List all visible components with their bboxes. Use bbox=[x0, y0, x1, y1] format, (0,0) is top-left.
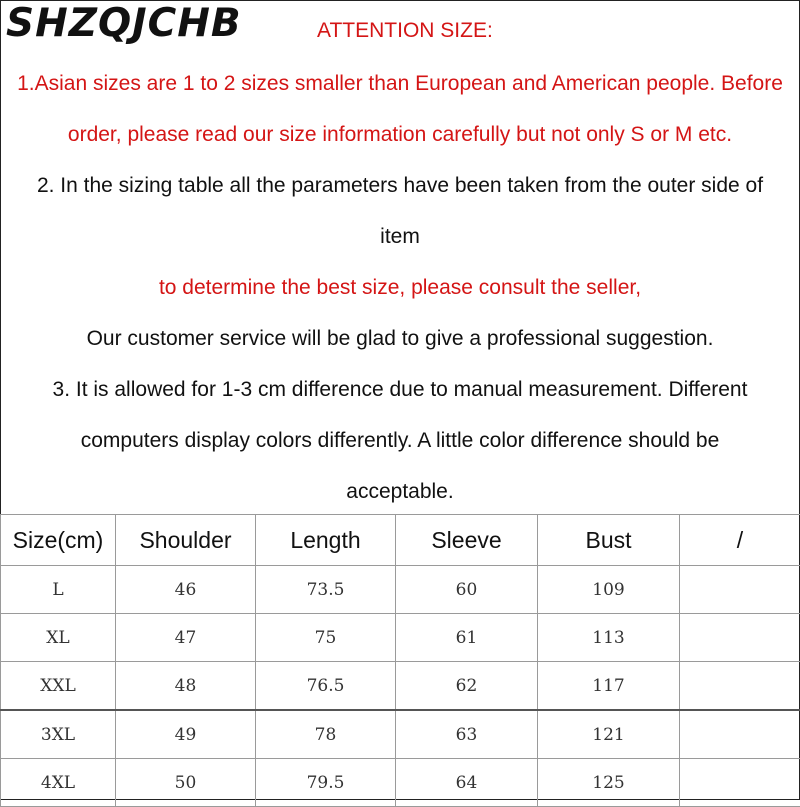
cell-shoulder: 48 bbox=[116, 662, 256, 711]
cell-extra bbox=[680, 759, 800, 807]
note-line: 3. It is allowed for 1-3 cm difference due to manual measurement. Different bbox=[0, 364, 800, 415]
attention-title: ATTENTION SIZE: bbox=[317, 16, 493, 46]
cell-shoulder: 46 bbox=[116, 566, 256, 614]
cell-sleeve: 60 bbox=[396, 566, 538, 614]
cell-bust: 117 bbox=[538, 662, 680, 711]
note-line: item bbox=[0, 211, 800, 262]
cell-shoulder: 47 bbox=[116, 614, 256, 662]
cell-sleeve: 62 bbox=[396, 662, 538, 711]
cell-extra bbox=[680, 614, 800, 662]
cell-length: 76.5 bbox=[256, 662, 396, 711]
note-line: 2. In the sizing table all the parameters have been taken from the outer side of bbox=[0, 160, 800, 211]
brand-logo-text: SHZQJCHB bbox=[6, 0, 242, 48]
note-line: Our customer service will be glad to give a professional suggestion. bbox=[0, 313, 800, 364]
header-slash: / bbox=[680, 515, 800, 566]
size-table bbox=[0, 514, 800, 807]
cell-extra bbox=[680, 710, 800, 759]
note-line: acceptable. bbox=[0, 466, 800, 517]
note-line: to determine the best size, please consult the seller, bbox=[0, 262, 800, 313]
cell-bust: 121 bbox=[538, 710, 680, 759]
cell-size: L bbox=[1, 566, 116, 614]
cell-length: 75 bbox=[256, 614, 396, 662]
cell-length: 73.5 bbox=[256, 566, 396, 614]
cell-sleeve: 61 bbox=[396, 614, 538, 662]
table-row bbox=[1, 566, 800, 614]
cell-size: XL bbox=[1, 614, 116, 662]
cell-length: 79.5 bbox=[256, 759, 396, 807]
header-sleeve: Sleeve bbox=[396, 515, 538, 566]
note-line: 1.Asian sizes are 1 to 2 sizes smaller than European and American people. Before bbox=[0, 58, 800, 109]
cell-sleeve: 64 bbox=[396, 759, 538, 807]
cell-shoulder: 49 bbox=[116, 710, 256, 759]
cell-shoulder: 50 bbox=[116, 759, 256, 807]
cell-size: XXL bbox=[1, 662, 116, 711]
table-row bbox=[1, 710, 800, 759]
cell-length: 78 bbox=[256, 710, 396, 759]
table-row bbox=[1, 662, 800, 711]
table-row bbox=[1, 759, 800, 807]
size-table-header-row bbox=[1, 515, 800, 566]
header-length: Length bbox=[256, 515, 396, 566]
cell-extra bbox=[680, 662, 800, 711]
table-row bbox=[1, 614, 800, 662]
header-bust: Bust bbox=[538, 515, 680, 566]
note-line: computers display colors differently. A little color difference should be bbox=[0, 415, 800, 466]
cell-sleeve: 63 bbox=[396, 710, 538, 759]
size-notes bbox=[0, 58, 800, 517]
cell-bust: 109 bbox=[538, 566, 680, 614]
cell-bust: 125 bbox=[538, 759, 680, 807]
cell-bust: 113 bbox=[538, 614, 680, 662]
note-line: order, please read our size information carefully but not only S or M etc. bbox=[0, 109, 800, 160]
header-size: Size(cm) bbox=[1, 515, 116, 566]
header-shoulder: Shoulder bbox=[116, 515, 256, 566]
cell-size: 4XL bbox=[1, 759, 116, 807]
cell-extra bbox=[680, 566, 800, 614]
cell-size: 3XL bbox=[1, 710, 116, 759]
